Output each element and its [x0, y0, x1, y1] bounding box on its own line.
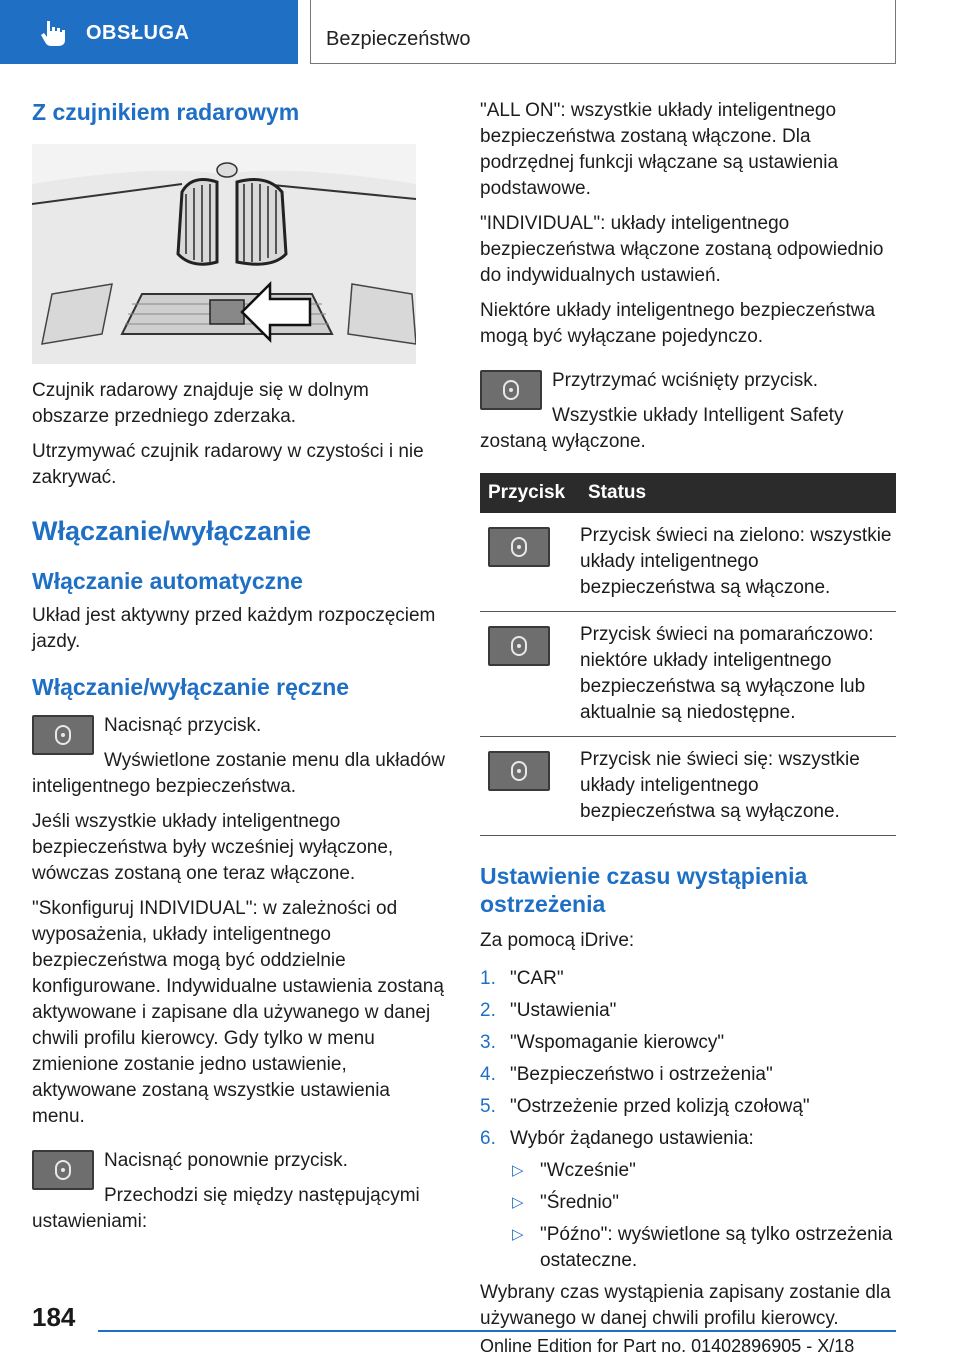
list-item: 5. "Ostrzeżenie przed kolizją czołową" — [480, 1096, 810, 1117]
p-saved: Wybrany czas wystąpienia zapisany zostanie dla używanego w danej chwili profilu kierowcy. — [480, 1282, 891, 1329]
idrive-steps — [480, 966, 896, 1274]
table-row — [480, 513, 896, 612]
p-menu: Wyświetlone zostanie menu dla układów inteligentnego bezpieczeństwa. — [32, 750, 445, 797]
intelligent-safety-button-icon[interactable] — [32, 715, 94, 755]
page-number: 184 — [32, 1302, 76, 1332]
button-orange-icon — [488, 626, 550, 666]
press-again-block — [32, 1148, 448, 1235]
intelligent-safety-button-icon[interactable] — [32, 1150, 94, 1190]
list-item: 2. "Ustawienia" — [480, 1000, 617, 1021]
p-all-off: Wszystkie układy Intelligent Safety zostaną wyłączone. — [480, 405, 844, 452]
p-some: Niektóre układy inteligentnego bezpieczeństwa mogą być wyłączane pojedynczo. — [480, 300, 876, 347]
section-tab[interactable] — [0, 0, 298, 64]
triangle-bullet-icon: ▷ — [512, 1162, 524, 1179]
sub-list-item: ▷ "Średnio" — [510, 1190, 896, 1216]
hold-block — [480, 368, 896, 455]
list-item: 3. "Wspomaganie kierowcy" — [480, 1032, 725, 1053]
p-configure: "Skonfiguruj INDIVIDUAL": w zależności od wyposażenia, układy inteligentnego bezpieczeństwa mogą być oddzielnie konfigurowane. Indywidualne ustawienia zostaną aktywowane i zapisane dla używanego w danej chwili profilu kierowcy. Gdy tylko w menu zmienione zostanie jedno ustawienie, aktywowane zostaną wszystkie ustawienia menu. — [32, 898, 444, 1127]
footer-edition: Online Edition for Part no. 01402896905 - X/18 — [480, 1336, 855, 1356]
p-press-again: Nacisnąć ponownie przycisk. — [104, 1150, 348, 1171]
intelligent-safety-button-icon[interactable] — [480, 370, 542, 410]
p-press: Nacisnąć przycisk. — [104, 715, 262, 736]
heading-manual: Włączanie/wyłączanie ręczne — [32, 674, 350, 700]
footer-divider — [98, 1330, 896, 1332]
p-auto: Układ jest aktywny przed każdym rozpoczęciem jazdy. — [32, 605, 436, 652]
table-header-status: Status — [580, 473, 896, 513]
p-radar-location: Czujnik radarowy znajduje się w dolnym obszarze przedniego zderzaka. — [32, 380, 369, 427]
heading-radar: Z czujnikiem radarowym — [32, 99, 300, 125]
table-cell-status: Przycisk nie świeci się: wszystkie układy inteligentnego bezpieczeństwa są wyłączone. — [580, 737, 896, 836]
setting-options — [510, 1158, 896, 1274]
car-front-radar-image — [32, 144, 416, 364]
table-cell-status: Przycisk świeci na pomarańczowo: niektóre układy inteligentnego bezpieczeństwa są wyłączone lub aktualnie są niedostępne. — [580, 612, 896, 737]
status-table — [480, 473, 896, 836]
heading-warning-time: Ustawienie czasu wystąpienia ostrzeżenia — [480, 863, 808, 917]
p-radar-clean: Utrzymywać czujnik radarowy w czystości i nie zakrywać. — [32, 441, 424, 488]
list-item: 6. Wybór żądanego ustawienia: ▷ "Wcześnie" ▷ "Średnio" ▷ "Późno": wyświetlone są tylko ostrzeżenia ostateczne. — [480, 1126, 896, 1274]
left-column — [32, 98, 448, 1244]
p-individual: "INDIVIDUAL": układy inteligentnego bezpieczeństwa włączone zostaną odpowiednio do indywidualnych ustawień. — [480, 213, 884, 286]
button-off-icon — [488, 751, 550, 791]
table-row — [480, 612, 896, 737]
sub-list-item: ▷ "Wcześnie" — [510, 1158, 896, 1184]
hand-pointer-icon — [38, 18, 68, 48]
button-green-icon — [488, 527, 550, 567]
p-if-all: Jeśli wszystkie układy inteligentnego bezpieczeństwa były wcześniej wyłączone, wówczas zostaną one teraz włączone. — [32, 811, 394, 884]
page-section-title: Bezpieczeństwo — [326, 28, 471, 50]
heading-onoff: Włączanie/wyłączanie — [32, 516, 312, 546]
triangle-bullet-icon: ▷ — [512, 1226, 524, 1243]
list-item: 4. "Bezpieczeństwo i ostrzeżenia" — [480, 1064, 773, 1085]
table-cell-status: Przycisk świeci na zielono: wszystkie układy inteligentnego bezpieczeństwa są włączone. — [580, 513, 896, 612]
p-idrive: Za pomocą iDrive: — [480, 930, 635, 951]
p-cycle: Przechodzi się między następującymi ustawieniami: — [32, 1185, 420, 1232]
right-column — [480, 98, 896, 1341]
sub-list-item: ▷ "Późno": wyświetlone są tylko ostrzeżenia ostateczne. — [512, 1224, 893, 1271]
section-tab-label: OBSŁUGA — [86, 22, 190, 44]
triangle-bullet-icon: ▷ — [512, 1194, 524, 1211]
p-all-on: "ALL ON": wszystkie układy inteligentnego bezpieczeństwa zostaną włączone. Dla podrzędnej funkcji włączane są ustawienia podstawowe. — [480, 100, 839, 199]
car-front-illustration — [32, 144, 416, 364]
press-block — [32, 713, 448, 800]
heading-auto: Włączanie automatyczne — [32, 568, 303, 594]
list-item: 1. "CAR" — [480, 968, 564, 989]
p-hold: Przytrzymać wciśnięty przycisk. — [552, 370, 819, 391]
table-header-button: Przycisk — [480, 473, 580, 513]
table-row — [480, 737, 896, 836]
